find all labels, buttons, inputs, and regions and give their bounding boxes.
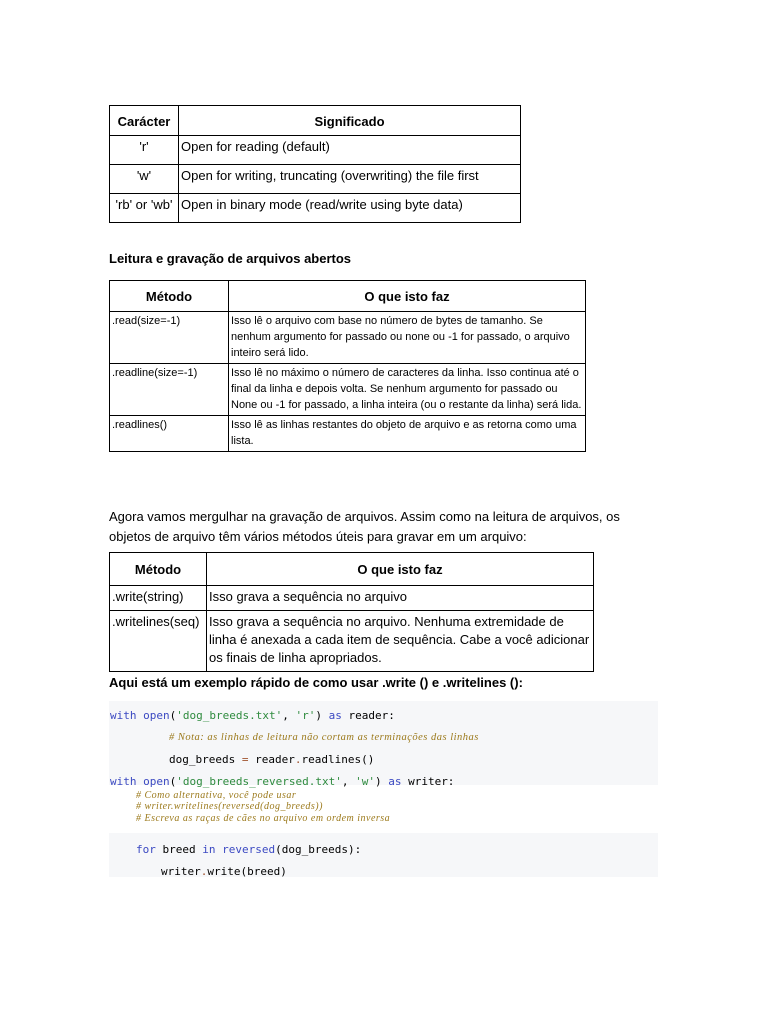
code-text: , (341, 775, 356, 788)
table-row (110, 364, 586, 416)
code-text: write(breed) (207, 865, 287, 878)
code-keyword: with (110, 775, 137, 788)
code-comment: # Escreva as raças de cães no arquivo em ordem inversa (136, 813, 391, 824)
code-function: reversed (222, 843, 276, 856)
example-intro: Aqui está um exemplo rápido de como usar .write () e .writelines (): (109, 675, 523, 690)
table-cell: Isso lê as linhas restantes do objeto de arquivo e as retorna como uma lista. (229, 416, 586, 452)
table-cell: Isso lê no máximo o número de caracteres da linha. Isso continua até o final da linha e depois volta. Se nenhum argumento for passado ou None ou -1 for passado, a linha inteira (ou o restante da linha) será lida. (229, 364, 586, 416)
code-text: , (282, 709, 296, 722)
code-text: ( (169, 775, 177, 788)
table-header: O que isto faz (229, 281, 586, 312)
code-string: 'w' (355, 775, 375, 788)
code-text: dog_breeds (169, 753, 242, 766)
code-operator: . (294, 753, 302, 766)
read-methods-table (109, 280, 586, 452)
code-line (169, 753, 374, 766)
code-text: reader (248, 753, 295, 766)
code-text: breed (155, 843, 203, 856)
code-line (136, 843, 361, 856)
code-keyword: with (110, 709, 137, 722)
code-line (110, 775, 454, 788)
paragraph: Agora vamos mergulhar na gravação de arquivos. Assim como na leitura de arquivos, os objetos de arquivo têm vários métodos úteis para gravar em um arquivo: (109, 509, 620, 544)
code-comment: # Como alternativa, você pode usar (136, 790, 297, 801)
table-row (110, 136, 521, 165)
table-header: Método (110, 281, 229, 312)
table-cell: Open in binary mode (read/write using byte data) (179, 194, 521, 223)
table-row (110, 416, 586, 452)
table-cell: .write(string) (110, 586, 207, 611)
code-line (161, 865, 287, 878)
table-cell: Open for writing, truncating (overwriting) the file first (179, 165, 521, 194)
code-operator: = (241, 753, 249, 766)
code-text: readlines() (301, 753, 375, 766)
code-string: 'r' (295, 709, 316, 722)
code-string: 'dog_breeds_reversed.txt' (176, 775, 342, 788)
code-text: writer: (401, 775, 455, 788)
code-text: ) (315, 709, 329, 722)
code-text: reader: (341, 709, 395, 722)
table-cell: .readline(size=-1) (110, 364, 229, 416)
code-text: ( (169, 709, 177, 722)
code-text: ) (374, 775, 389, 788)
table-row (110, 312, 586, 364)
table-header: O que isto faz (207, 553, 594, 586)
section-heading: Leitura e gravação de arquivos abertos (109, 251, 352, 266)
table-cell: 'w' (110, 165, 179, 194)
code-keyword: as (328, 709, 342, 722)
mode-characters-table (109, 105, 521, 223)
code-function: open (143, 709, 170, 722)
table-cell: Isso grava a sequência no arquivo. Nenhuma extremidade de linha é anexada a cada item de sequência. Cabe a você adicionar os finais de linha apropriados. (207, 611, 594, 672)
table-row (110, 611, 594, 672)
code-comment: # writer.writelines(reversed(dog_breeds)) (136, 801, 323, 812)
table-cell: 'rb' or 'wb' (110, 194, 179, 223)
table-header: Método (110, 553, 207, 586)
table-cell: Isso grava a sequência no arquivo (207, 586, 594, 611)
table-cell: .writelines(seq) (110, 611, 207, 672)
write-methods-table (109, 552, 594, 672)
code-text: writer (161, 865, 201, 878)
table-cell: Isso lê o arquivo com base no número de bytes de tamanho. Se nenhum argumento for passado ou none ou -1 for passado, o arquivo inteiro será lido. (229, 312, 586, 364)
table-row (110, 165, 521, 194)
code-line (110, 709, 395, 722)
code-comment: # Nota: as linhas de leitura não cortam as terminações das linhas (169, 732, 479, 743)
table-cell: Open for reading (default) (179, 136, 521, 165)
code-operator: . (200, 865, 208, 878)
table-cell: 'r' (110, 136, 179, 165)
table-header: Carácter (110, 106, 179, 136)
table-row (110, 586, 594, 611)
table-row (110, 194, 521, 223)
code-keyword: as (388, 775, 402, 788)
code-text: (dog_breeds): (275, 843, 362, 856)
table-cell: .readlines() (110, 416, 229, 452)
code-keyword: in (202, 843, 216, 856)
code-keyword: for (136, 843, 156, 856)
table-header: Significado (179, 106, 521, 136)
code-function: open (143, 775, 170, 788)
code-string: 'dog_breeds.txt' (176, 709, 283, 722)
table-cell: .read(size=-1) (110, 312, 229, 364)
